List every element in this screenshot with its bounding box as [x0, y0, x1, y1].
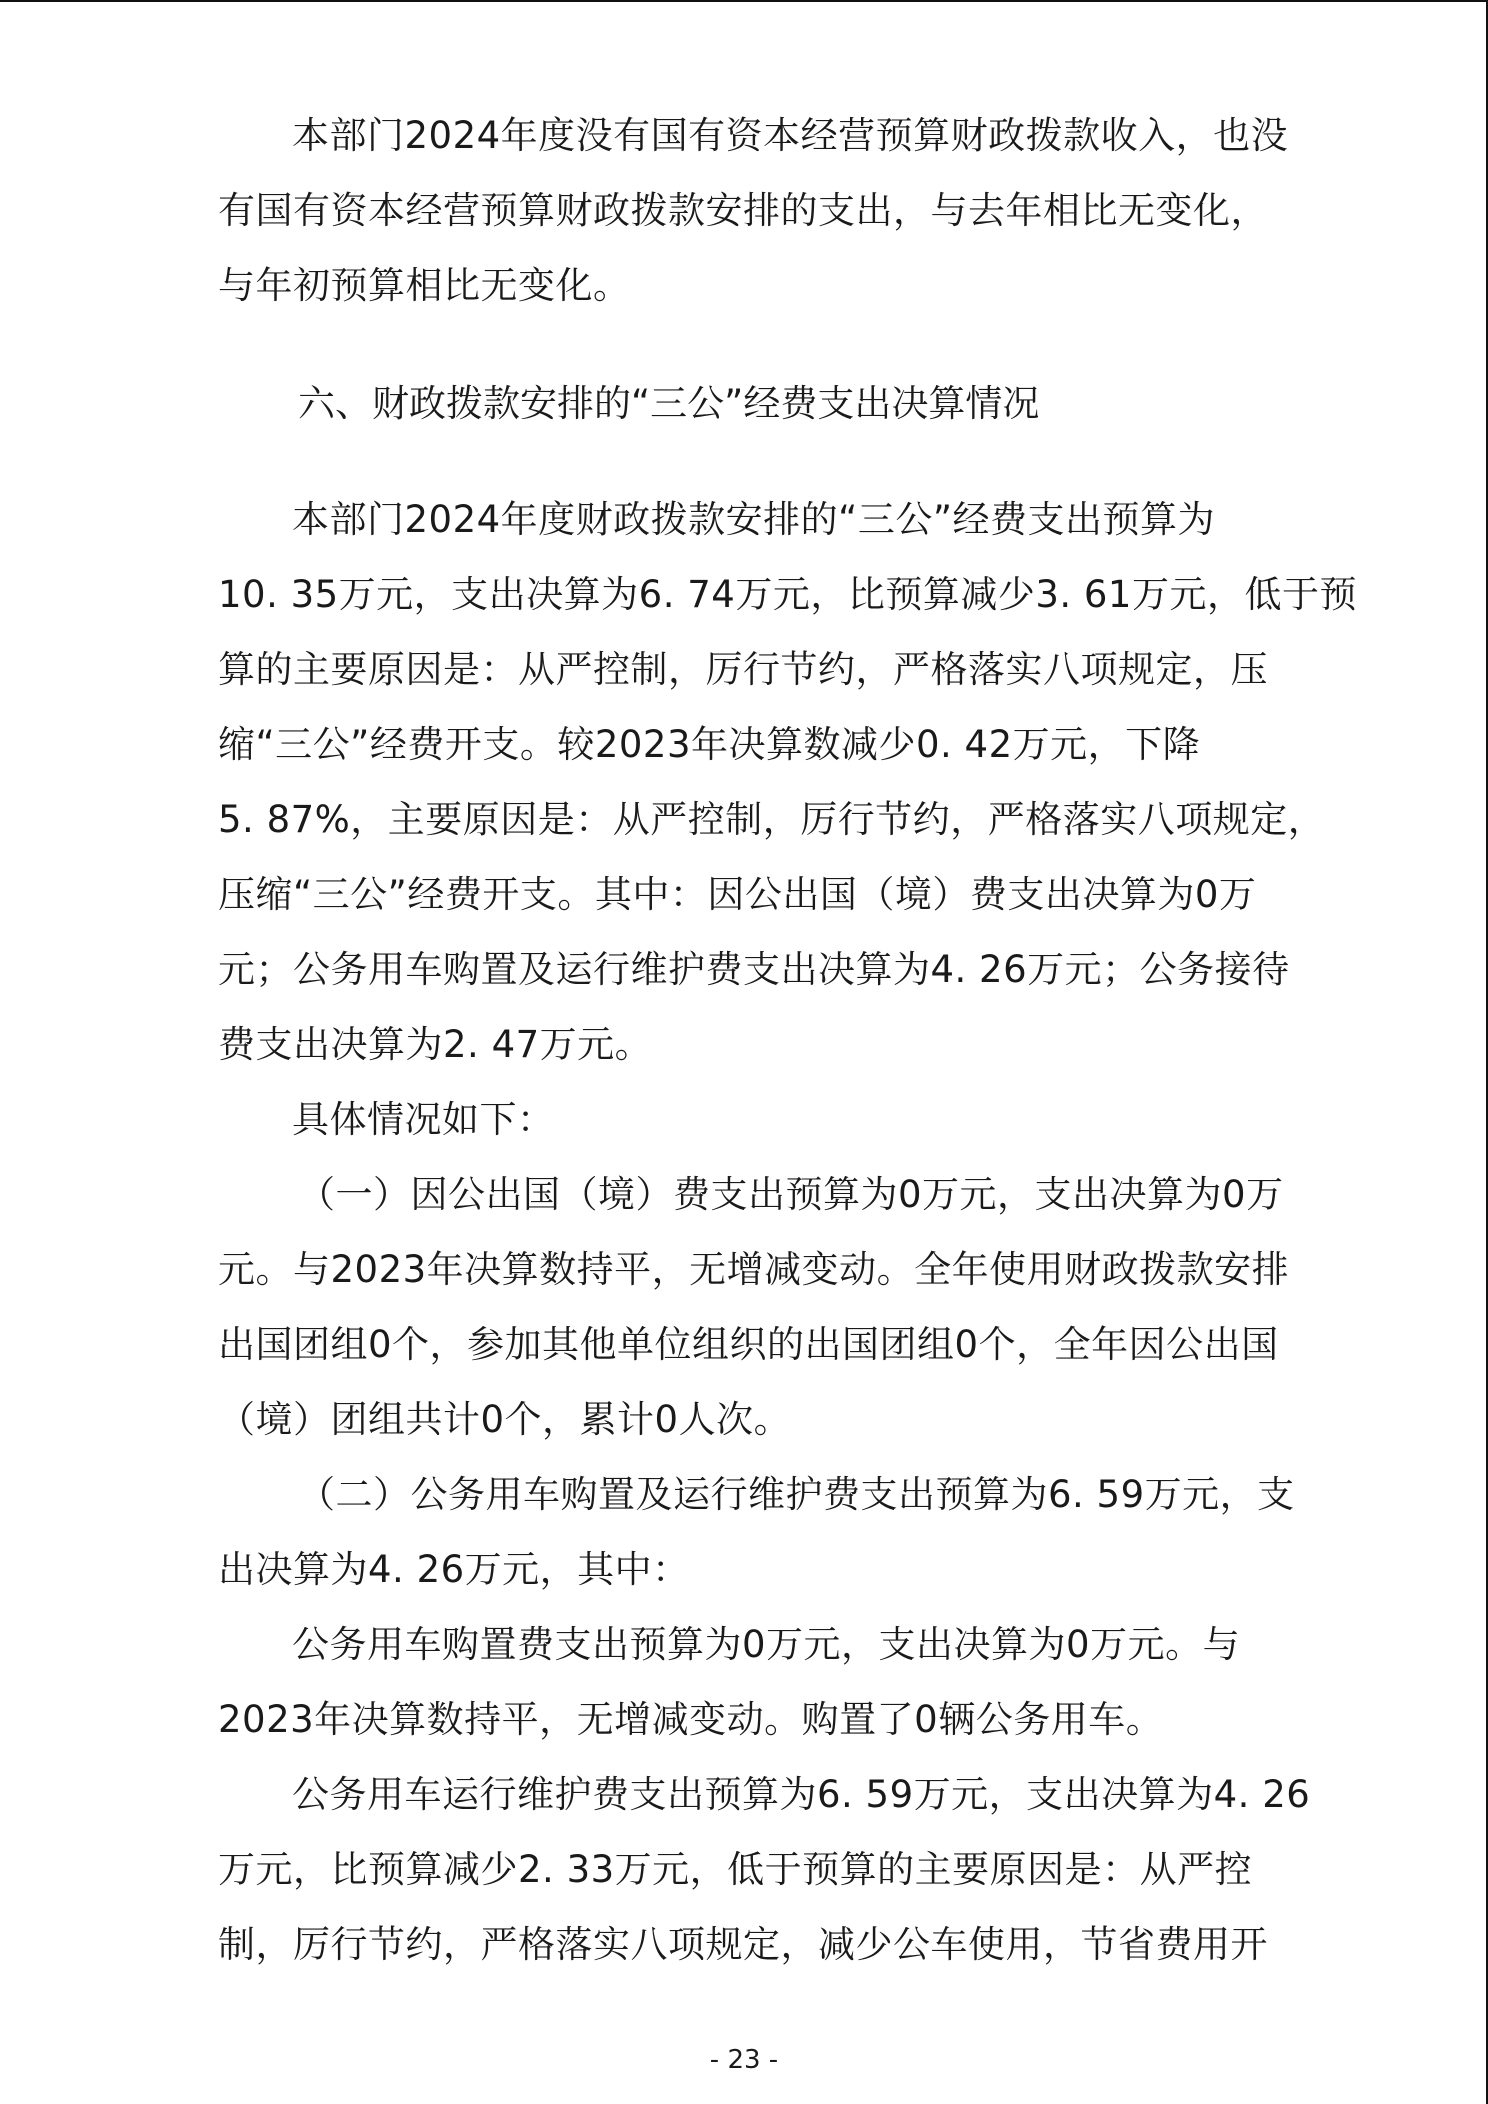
page-number: - 23 - [709, 2045, 779, 2075]
text-line: （一）因公出国（境）费支出预算为0万元，支出决算为0万 [298, 1173, 1284, 1216]
text-line: （境）团组共计0个，累计0人次。 [218, 1398, 792, 1441]
text-line: 缩“三公”经费开支。较2023年决算数减少0. 42万元，下降 [218, 723, 1201, 766]
page-border-top [0, 0, 1488, 2]
text-line: 制，厉行节约，严格落实八项规定，减少公车使用，节省费用开 [218, 1923, 1268, 1966]
text-line: 与年初预算相比无变化。 [218, 264, 631, 307]
text-line: 具体情况如下： [292, 1098, 555, 1141]
text-line: 出国团组0个，参加其他单位组织的出国团组0个，全年因公出国 [218, 1323, 1279, 1366]
paragraph-overseas-travel [218, 1157, 1290, 1457]
paragraph-vehicle-costs [218, 1457, 1295, 1607]
paragraph-vehicle-operation [218, 1757, 1311, 1982]
text-line: 压缩“三公”经费开支。其中：因公出国（境）费支出决算为0万 [218, 873, 1257, 916]
text-line: 2023年决算数持平，无增减变动。购置了0辆公务用车。 [218, 1698, 1164, 1741]
text-line: 费支出决算为2. 47万元。 [218, 1023, 653, 1066]
text-line: （二）公务用车购置及运行维护费支出预算为6. 59万元，支 [298, 1473, 1295, 1516]
text-line: 本部门2024年度没有国有资本经营预算财政拨款收入，也没 [292, 114, 1289, 157]
paragraph-capital-budget [218, 98, 1289, 323]
paragraph-details-intro [218, 1082, 1286, 1157]
text-line: 公务用车购置费支出预算为0万元，支出决算为0万元。与 [292, 1623, 1241, 1666]
text-line: 公务用车运行维护费支出预算为6. 59万元，支出决算为4. 26 [292, 1773, 1311, 1816]
text-line: 5. 87%，主要原因是：从严控制，厉行节约，严格落实八项规定， [218, 798, 1326, 841]
text-line: 出决算为4. 26万元，其中： [218, 1548, 690, 1591]
text-line: 元；公务用车购置及运行维护费支出决算为4. 26万元；公务接待 [218, 948, 1290, 991]
paragraph-three-public-summary [218, 482, 1357, 1082]
text-line: 元。与2023年决算数持平，无增减变动。全年使用财政拨款安排 [218, 1248, 1290, 1291]
paragraph-vehicle-purchase [218, 1607, 1286, 1757]
text-line: 本部门2024年度财政拨款安排的“三公”经费支出预算为 [292, 498, 1215, 541]
text-line: 有国有资本经营预算财政拨款安排的支出，与去年相比无变化， [218, 189, 1268, 232]
text-line: 万元，比预算减少2. 33万元，低于预算的主要原因是：从严控 [218, 1848, 1253, 1891]
section-heading: 六、财政拨款安排的“三公”经费支出决算情况 [298, 382, 1040, 425]
text-line: 算的主要原因是：从严控制，厉行节约，严格落实八项规定，压 [218, 648, 1268, 691]
text-line: 10. 35万元，支出决算为6. 74万元，比预算减少3. 61万元，低于预 [218, 573, 1357, 616]
document-body [218, 98, 1357, 1982]
